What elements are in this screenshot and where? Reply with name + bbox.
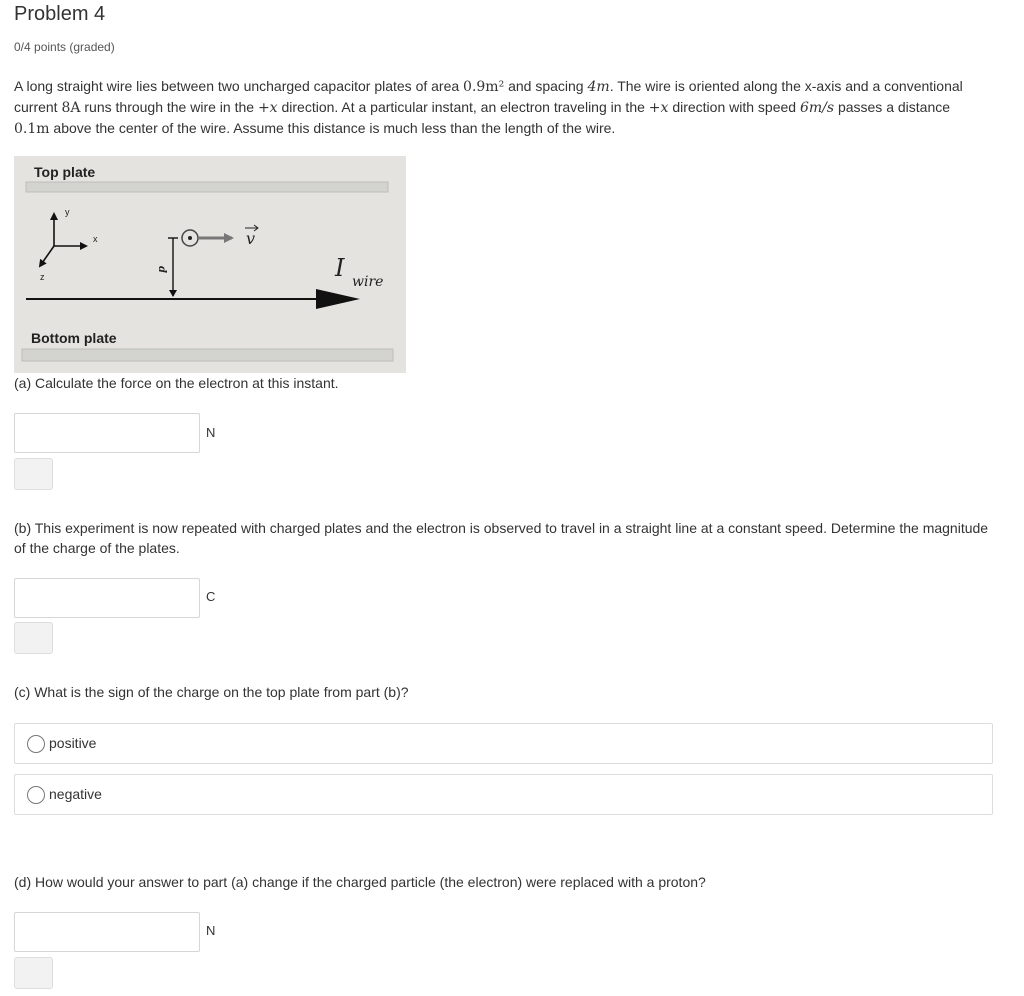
capacitor-diagram: [14, 156, 406, 373]
distance-label: d: [156, 266, 167, 273]
wire-line: [26, 289, 360, 309]
electron-distance: 0.1m: [14, 121, 50, 137]
electron-icon: [182, 230, 232, 246]
axis-z-label: z: [40, 272, 45, 282]
distance-marker: [168, 238, 178, 297]
bottom-plate: [22, 349, 393, 361]
part-d-answer-input[interactable]: [14, 912, 200, 952]
problem-text: passes a distance: [834, 99, 951, 115]
velocity-label: v: [246, 229, 256, 248]
bottom-plate-label: Bottom plate: [31, 330, 117, 346]
problem-text: A long straight wire lies between two uncharged capacitor plates of area: [14, 78, 464, 94]
wire-label: wire: [352, 274, 384, 290]
part-a-unit: N: [206, 425, 216, 440]
problem-text: runs through the wire in the: [80, 99, 258, 115]
problem-statement: [14, 76, 989, 139]
current-value: 8A: [61, 100, 81, 116]
axes-icon: [40, 214, 86, 266]
current-direction: +x: [257, 100, 278, 116]
part-b-question: (b) This experiment is now repeated with charged plates and the electron is observed to travel in a straight line at a constant speed. Determine the magnitude of the charge of the plates.: [14, 520, 989, 556]
problem-title: Problem 4: [14, 3, 106, 25]
part-d-submit-button[interactable]: [14, 957, 53, 989]
plate-area: 0.9m²: [463, 79, 505, 95]
problem-text: . The wire is oriented along the x-axis and a conventional current: [14, 78, 963, 115]
part-a-submit-button[interactable]: [14, 458, 53, 490]
part-d-unit: N: [206, 923, 216, 938]
problem-text: direction with speed: [668, 99, 800, 115]
axis-y-label: y: [65, 207, 70, 217]
diagram-svg: [14, 156, 406, 373]
electron-speed: 6m/s: [799, 100, 835, 116]
option-negative-label: negative: [49, 786, 102, 802]
top-plate-label: Top plate: [34, 164, 96, 180]
part-a-question: (a) Calculate the force on the electron at this instant.: [14, 375, 339, 391]
problem-text: above the center of the wire. Assume this distance is much less than the length of the wire.: [49, 120, 616, 136]
option-positive[interactable]: [14, 723, 993, 764]
part-c-question: (c) What is the sign of the charge on the top plate from part (b)?: [14, 684, 409, 700]
points-status: 0/4 points (graded): [14, 40, 115, 54]
electron-direction: +x: [648, 100, 669, 116]
problem-text: direction. At a particular instant, an electron traveling in the: [277, 99, 649, 115]
radio-button-positive[interactable]: [27, 735, 45, 753]
part-b-answer-input[interactable]: [14, 578, 200, 618]
radio-button-negative[interactable]: [27, 786, 45, 804]
part-b-unit: C: [206, 589, 216, 604]
part-b-submit-button[interactable]: [14, 622, 53, 654]
part-d-question: (d) How would your answer to part (a) change if the charged particle (the electron) were replaced with a proton?: [14, 874, 706, 890]
option-positive-label: positive: [49, 735, 97, 751]
axis-x-label: x: [93, 234, 98, 244]
part-a-answer-input[interactable]: [14, 413, 200, 453]
problem-text: and spacing: [504, 78, 588, 94]
current-label: I: [335, 254, 345, 282]
option-negative[interactable]: [14, 774, 993, 815]
plate-spacing: 4m: [587, 79, 610, 95]
top-plate: [26, 182, 388, 192]
